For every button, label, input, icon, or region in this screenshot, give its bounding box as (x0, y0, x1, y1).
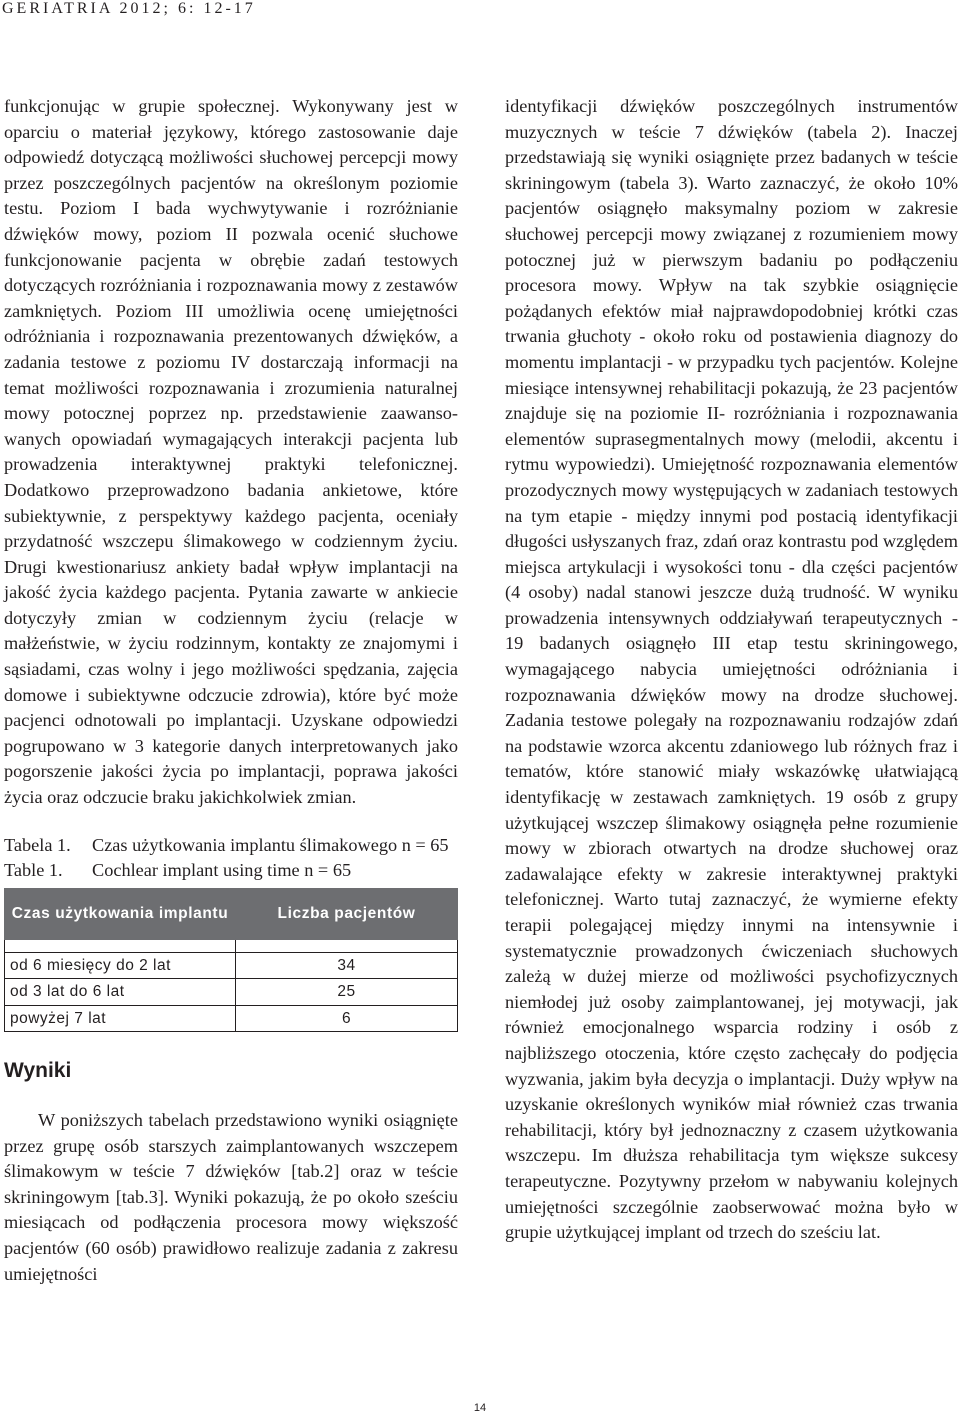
table-header-cell: Czas użytkowania implantu (5, 888, 236, 939)
table-cell-value: 25 (236, 979, 458, 1006)
caption-text: Czas użytkowania implantu ślimakowego n = 65 (92, 834, 449, 855)
table-cell-label: powyżej 7 lat (5, 1005, 236, 1032)
table-row (5, 952, 458, 979)
caption-text: Cochlear implant using time n = 65 (92, 860, 352, 881)
table-cell-value: 6 (236, 1005, 458, 1032)
left-column (4, 94, 458, 1287)
caption-label: Table 1. (4, 860, 63, 881)
caption-label: Tabela 1. (4, 834, 71, 855)
body-paragraph: funkcjonując w grupie społecznej. Wykonywany jest w oparciu o materiał językowy, którego zastosowanie daje odpowiedź dotyczącą możliwości słuchowej percepcji mowy przez poszczególnych pacjentów na określonym poziomie testu. Poziom I bada wychwytywanie i rozróżnianie dźwięków mowy, poziom II pozwala ocenić słuchowe funkcjonowanie pacjenta w obrębie zadań testowych dotyczących rozróżniania i rozpoznawania mowy z zestawów zamkniętych. Poziom III umożliwia ocenę umiejętności odróżniania i rozpoznawania prezentowanych dźwięków, a zadania testowe z poziomu IV dostarczają informacji na temat możliwości rozpoznawania i zrozumienia naturalnej mowy potocznej poprzez np. przedstawienie zaawansowanych opowiadań wymagających interakcji pacjenta lub prowadzenia interaktywnej praktyki telefonicznej. Dodatkowo przeprowadzono badania ankietowe, które subiektywnie, z perspektywy każdego pacjenta, oceniały przydatność wszczepu ślimakowego w codziennym życiu. Drugi kwestionariusz ankiety badał wpływ implantacji na jakość życia każdego pacjenta. Pytania zawarte w ankiecie dotyczyły zmian w codziennym życiu (relacje w małżeństwie, w życiu rodzinnym, kontakty ze znajomymi i sąsiadami, czas wolny i jego możliwości spędzania, zajęcia domowe i subiektywne odczucie zdrowia), które być może pacjenci odnotowali po implantacji. Uzyskane odpowiedzi pogrupowano w 3 kategorie danych interpretowanych jako pogorszenie jakości życia po implantacji, poprawa jakości życia oraz odczucie braku jakichkolwiek zmian. (4, 96, 458, 808)
body-paragraph: W poniższych tabelach przedstawiono wyniki osiągnięte przez grupę osób starszych zaimplantowanych wszczepem ślimakowym w teście 7 dźwięków [tab.2] oraz w teście skriningowym [tab.3]. Wyniki pokazują, że po około sześciu miesiącach od podłączenia procesora mowy większość pacjentów (60 osób) prawidłowo realizuje zadania z zakresu umiejętności (4, 1110, 458, 1284)
page-number: 14 (473, 1402, 487, 1414)
table-header-cell: Liczba pacjentów (236, 888, 458, 939)
table-row (5, 979, 458, 1006)
table-spacer-row (5, 939, 458, 952)
caption-english (4, 858, 458, 884)
table-caption (4, 833, 458, 884)
table-cell-label: od 3 lat do 6 lat (5, 979, 236, 1006)
table-header-row (5, 888, 458, 939)
table-cell-label: od 6 miesięcy do 2 lat (5, 952, 236, 979)
table-row (5, 1005, 458, 1032)
implant-time-table (4, 888, 458, 1033)
table-cell-value: 34 (236, 952, 458, 979)
body-paragraph: identyfikacji dźwięków poszczególnych instrumentów muzycznych w teście 7 dźwięków (tabela 2). Inaczej przedstawiają się wyniki osiągnięte przez badanych w teście skriningowym (tabela 3). Warto zaznaczyć, że około 10% pacjentów osiągnęło maksymalny poziom w zakresie słuchowej percepcji mowy związanej z rozumieniem mowy potocznej już w pierwszym badaniu po podłączeniu procesora mowy. Wpływ na tak szybkie osiągnięcie pożądanych efektów miał najprawdopodobniej krótki czas trwania głuchoty - około roku od postawienia diagnozy do momentu implantacji - w przypadku tych pacjentów. Kolejne miesiące intensywnej rehabilitacji pokazują, że 23 pacjentów znajduje się na poziomie II- rozróżniania i rozpoznawania elementów suprasegmentalnych mowy (melodii, akcentu i rytmu wypowiedzi). Umiejętność rozpoznawania elementów prozodycznych mowy występujących w zadaniach testowych na tym etapie - między innymi pod postacią identyfikacji długości usłyszanych fraz, zdań oraz kontrastu pod względem miejsca artykulacji i wysokości tonu - dla części pacjentów (4 osoby) nadal stanowi jeszcze dużą trudność. W wyniku prowadzenia intensywnych oddziaływań terapeutycznych - 19 badanych osiągnęło III etap testu skriningowego, wymagającego nabycia umiejętności odróżniania i rozpoznawania dźwięków mowy na drodze słuchowej. Zadania testowe polegały na rozpoznawaniu rodzajów zdań na podstawie wzorca akcentu zdaniowego lub różnych fraz i tematów, które stanowić miały wskazówkę ułatwiającą identyfikację w zestawach zamkniętych. 19 osób z grupy użytkującej wszczep ślimakowy osiągnęła pełne rozumienie mowy w zbiorach otwartych na drodze słuchowej oraz zadawalające efekty w zakresie interaktywnej praktyki telefonicznej. Warto tutaj zaznaczyć, że wymierne efekty terapii polegającej między innymi na intensywnie i systematycznie prowadzonych ćwiczeniach słuchowych zależą w dużej mierze od możliwości psychofizycznych niemłodej już osoby zaimplantowanej, jej motywacji, jak również emocjonalnego wsparcia rodziny i osób z najbliższego otoczenia, które często zachęcały do podjęcia wyzwania, jakim była decyzja o implantacji. Duży wpływ na uzyskanie określonych wyników miał również czas trwania rehabilitacji, który był jednoznaczny z czasem użytkowania wszczepu. Im dłuższa rehabilitacja tym większe sukcesy terapeutyczne. Pozytywny przełom w nabywaniu kolejnych umiejętności szczególnie zaobserwować można było w grupie użytkującej implant od trzech do sześciu lat. (505, 96, 958, 1243)
running-head: GERIATRIA 2012; 6: 12-17 (2, 0, 256, 17)
right-column (505, 94, 958, 1246)
caption-polish (4, 833, 458, 859)
section-heading: Wyniki (4, 1059, 72, 1083)
